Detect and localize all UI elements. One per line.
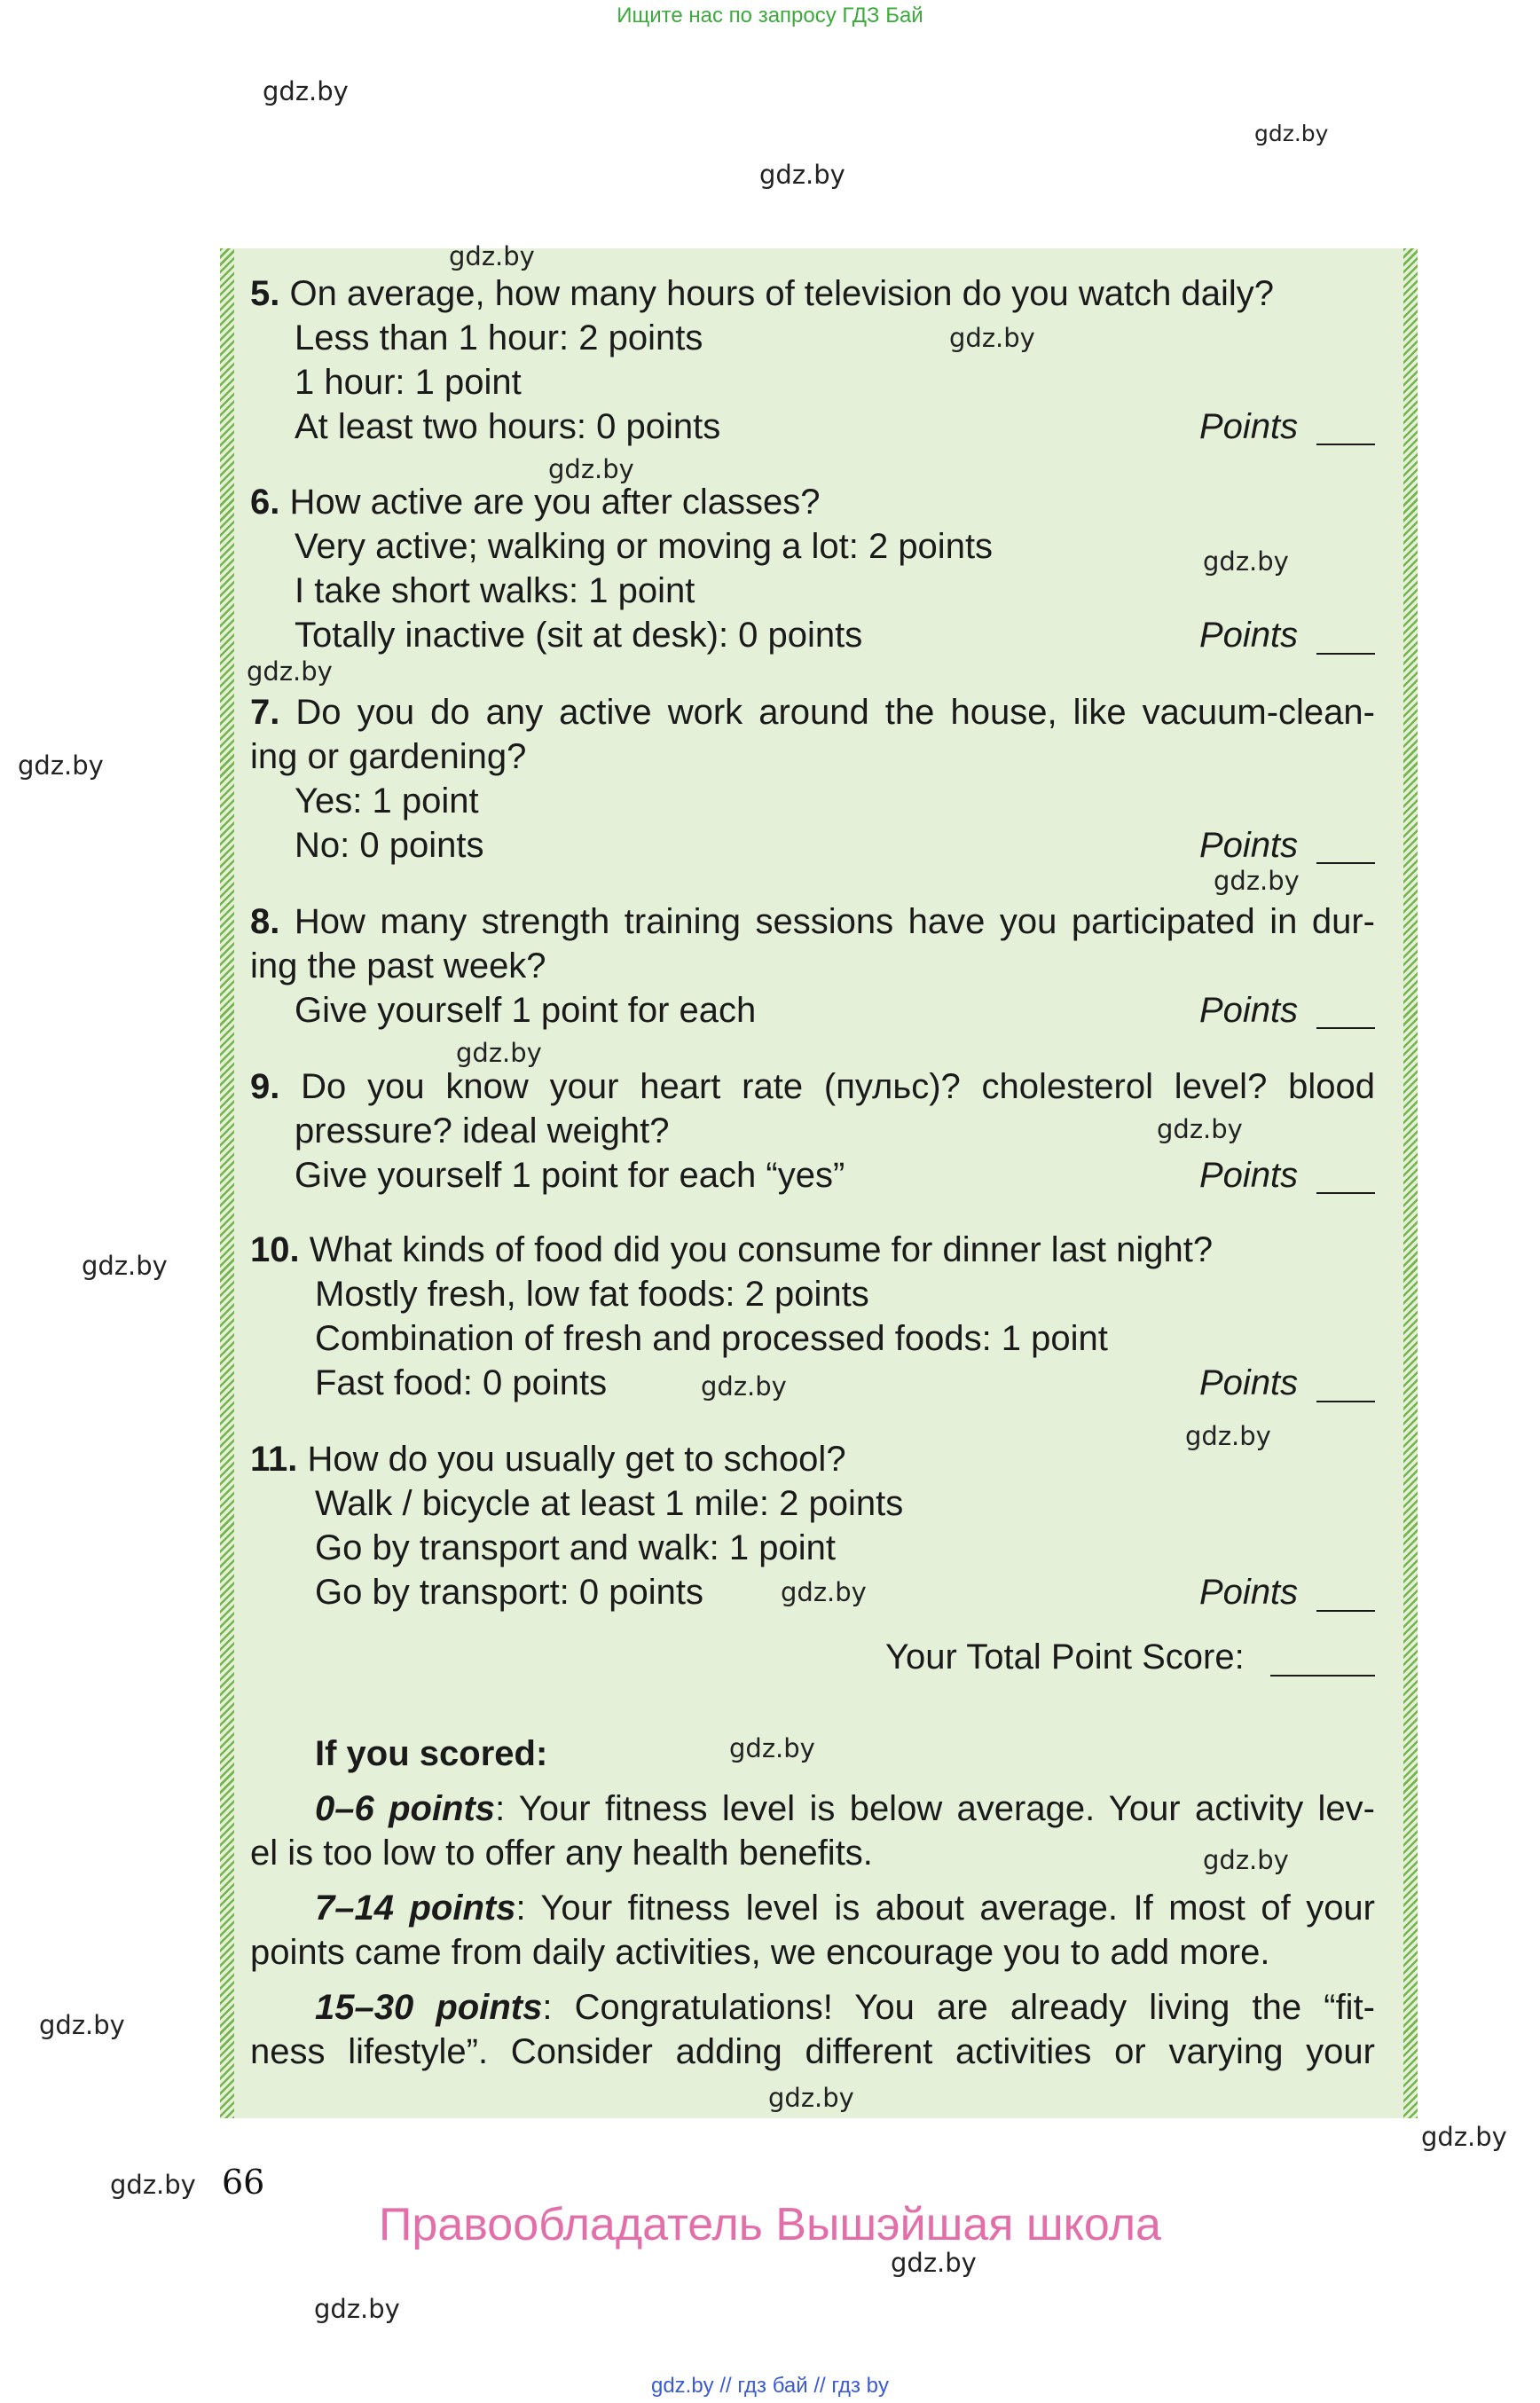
watermark: gdz.by xyxy=(949,323,1035,353)
watermark: gdz.by xyxy=(110,2170,196,2200)
watermark: gdz.by xyxy=(701,1371,787,1402)
watermark: gdz.by xyxy=(314,2294,400,2324)
question-11: 11. How do you usually get to school? xyxy=(250,1440,846,1479)
result-7-14-cont: points came from daily activities, we encourage you to add more. xyxy=(250,1933,1270,1972)
option: Go by transport: 0 points xyxy=(315,1573,704,1612)
question-6: 6. How active are you after classes? xyxy=(250,483,821,522)
option: Mostly fresh, low fat foods: 2 points xyxy=(315,1275,869,1314)
option: At least two hours: 0 points xyxy=(295,407,721,446)
panel-left-border xyxy=(220,248,234,2118)
watermark: gdz.by xyxy=(781,1577,867,1607)
watermark: gdz.by xyxy=(548,454,634,484)
result-15-30-cont: ness lifestyle”. Consider adding different activities or varying your xyxy=(250,2032,1375,2071)
question-8-cont: ing the past week? xyxy=(250,946,546,986)
result-7-14: 7–14 points: Your fitness level is about average. If most of your xyxy=(315,1889,1376,1928)
watermark: gdz.by xyxy=(263,76,349,106)
points-blank xyxy=(1316,862,1375,864)
watermark: gdz.by xyxy=(82,1251,168,1281)
points-blank xyxy=(1316,1027,1375,1029)
option: Go by transport and walk: 1 point xyxy=(315,1528,836,1567)
watermark: gdz.by xyxy=(1203,1845,1289,1875)
watermark: gdz.by xyxy=(1214,866,1300,896)
option: I take short walks: 1 point xyxy=(295,571,695,610)
footer-links[interactable]: gdz.by // гдз бай // гдз by xyxy=(650,2374,890,2398)
option: Yes: 1 point xyxy=(295,781,479,821)
panel-right-border xyxy=(1403,248,1418,2118)
watermark: gdz.by xyxy=(247,656,333,687)
option: Give yourself 1 point for each “yes” xyxy=(295,1156,845,1195)
rights-holder: Правообладатель Вышэйшая школа xyxy=(379,2199,1161,2250)
question-7-cont: ing or gardening? xyxy=(250,737,527,776)
option: Give yourself 1 point for each xyxy=(295,991,757,1030)
watermark: gdz.by xyxy=(456,1038,542,1068)
option: Walk / bicycle at least 1 mile: 2 points xyxy=(315,1484,904,1523)
points-label: Points xyxy=(1199,1573,1299,1612)
result-15-30: 15–30 points: Congratulations! You are already living the “fit- xyxy=(315,1988,1375,2027)
option: Totally inactive (sit at desk): 0 points xyxy=(295,616,863,655)
option: 1 hour: 1 point xyxy=(295,363,522,402)
option: Fast food: 0 points xyxy=(315,1363,608,1402)
points-blank xyxy=(1316,444,1375,445)
result-0-6-cont: el is too low to offer any health benefits. xyxy=(250,1834,873,1873)
question-9: 9. Do you know your heart rate (пульс)? cholesterol level? blood xyxy=(250,1067,1375,1106)
points-label: Points xyxy=(1199,826,1299,865)
watermark: gdz.by xyxy=(1203,546,1289,577)
points-label: Points xyxy=(1199,1363,1299,1402)
points-blank xyxy=(1316,653,1375,655)
option: No: 0 points xyxy=(295,826,484,865)
question-5: 5. On average, how many hours of television do you watch daily? xyxy=(250,274,1274,313)
points-blank xyxy=(1316,1610,1375,1612)
points-label: Points xyxy=(1199,991,1299,1030)
question-9-cont: pressure? ideal weight? xyxy=(295,1111,670,1150)
points-blank xyxy=(1316,1401,1375,1402)
option: Combination of fresh and processed foods: 1 point xyxy=(315,1319,1108,1358)
question-8: 8. How many strength training sessions have you participated in dur- xyxy=(250,902,1375,941)
page-number: 66 xyxy=(222,2163,265,2202)
watermark: gdz.by xyxy=(768,2083,854,2113)
points-label: Points xyxy=(1199,407,1299,446)
watermark: gdz.by xyxy=(759,160,845,190)
points-label: Points xyxy=(1199,1156,1299,1195)
option: Very active; walking or moving a lot: 2 points xyxy=(295,527,994,566)
watermark: gdz.by xyxy=(449,241,535,271)
result-0-6: 0–6 points: Your fitness level is below average. Your activity lev- xyxy=(315,1789,1375,1828)
question-10: 10. What kinds of food did you consume for dinner last night? xyxy=(250,1230,1214,1269)
watermark: gdz.by xyxy=(1254,121,1329,146)
watermark: gdz.by xyxy=(729,1733,815,1763)
watermark: gdz.by xyxy=(1185,1421,1271,1451)
watermark: gdz.by xyxy=(39,2010,125,2040)
watermark: gdz.by xyxy=(1157,1114,1243,1144)
option: Less than 1 hour: 2 points xyxy=(295,318,703,357)
question-7: 7. Do you do any active work around the house, like vacuum-clean- xyxy=(250,693,1375,732)
total-score-blank xyxy=(1270,1675,1375,1677)
scored-heading: If you scored: xyxy=(315,1734,548,1773)
points-label: Points xyxy=(1199,616,1299,655)
watermark: gdz.by xyxy=(1421,2122,1507,2152)
top-search-note: Ищите нас по запросу ГДЗ Бай xyxy=(617,4,923,27)
points-blank xyxy=(1316,1192,1375,1194)
watermark: gdz.by xyxy=(891,2248,977,2278)
total-score-label: Your Total Point Score: xyxy=(885,1637,1245,1677)
watermark: gdz.by xyxy=(18,750,104,781)
